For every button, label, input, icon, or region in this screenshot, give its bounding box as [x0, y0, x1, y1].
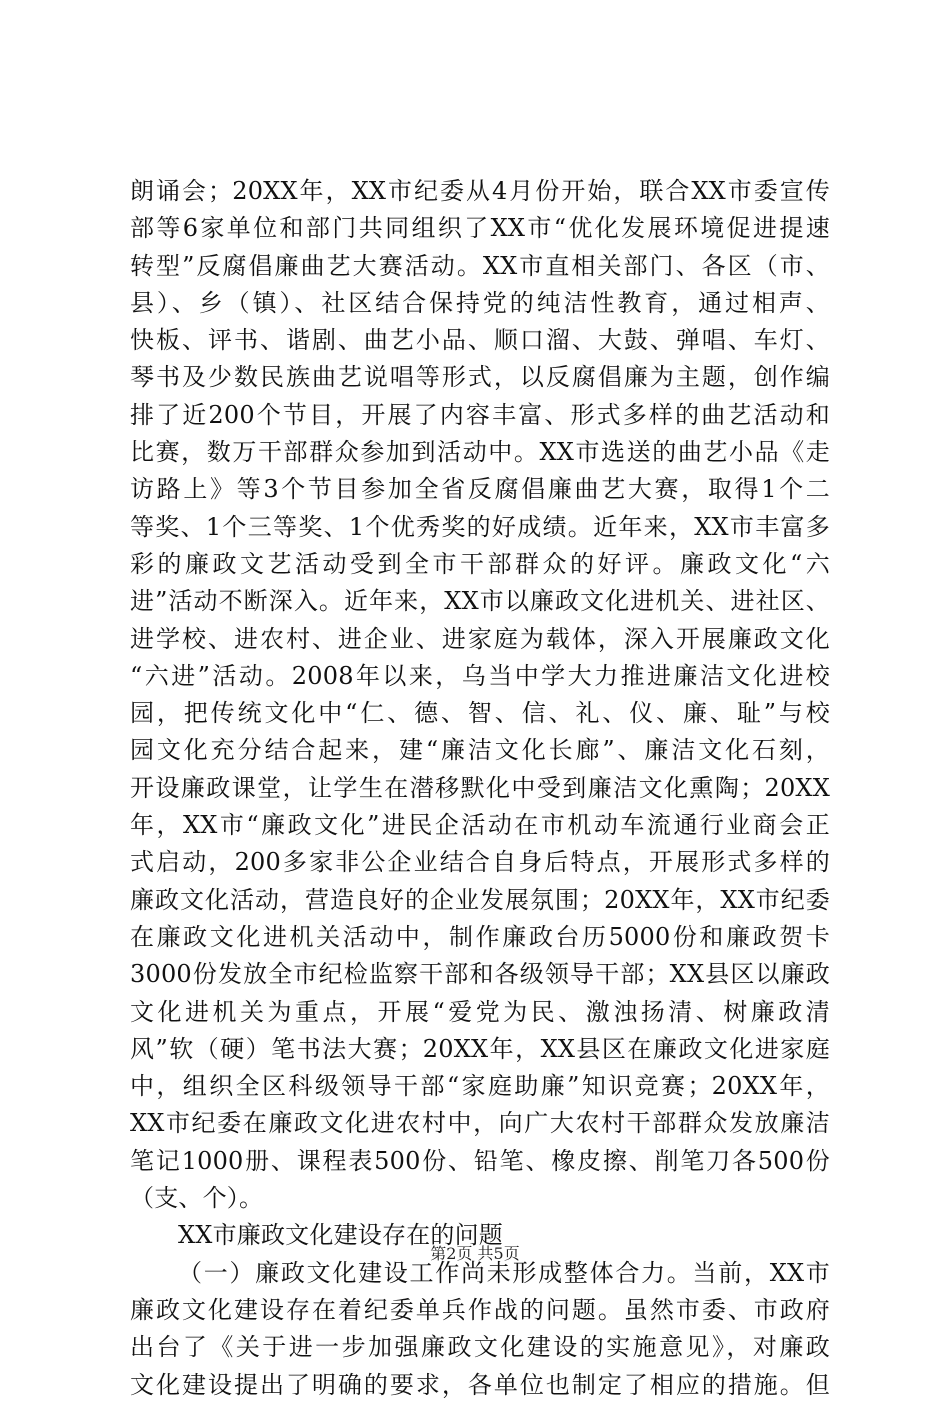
text-line: 比赛，数万干部群众参加到活动中。XX市选送的曲艺小品《走 [130, 438, 830, 467]
text-line: 3000份发放全市纪检监察干部和各级领导干部；XX县区以廉政 [130, 960, 830, 989]
text-line: 园，把传统文化中“仁、德、智、信、礼、仪、廉、耻”与校 [130, 699, 830, 728]
text-line: 排了近200个节目，开展了内容丰富、形式多样的曲艺活动和 [130, 400, 830, 429]
section-text-line: （一）廉政文化建设工作尚未形成整体合力。当前，XX市 [178, 1258, 830, 1287]
text-line: 在廉政文化进机关活动中，制作廉政台历5000份和廉政贺卡 [130, 922, 830, 951]
text-line: 笔记1000册、课程表500份、铅笔、橡皮擦、削笔刀各500份 [130, 1146, 830, 1175]
text-line: 进学校、进农村、进企业、进家庭为载体，深入开展廉政文化 [130, 624, 830, 653]
text-line: 文化进机关为重点，开展“爱党为民、激浊扬清、树廉政清 [130, 997, 830, 1026]
text-line: 进”活动不断深入。近年来，XX市以廉政文化进机关、进社区、 [130, 587, 830, 616]
text-line: 等奖、1个三等奖、1个优秀奖的好成绩。近年来，XX市丰富多 [130, 512, 830, 541]
section-text-line: 文化建设提出了明确的要求，各单位也制定了相应的措施。但 [130, 1370, 830, 1399]
text-line: 县）、乡（镇）、社区结合保持党的纯洁性教育，通过相声、 [130, 288, 830, 317]
section-text-line: 廉政文化建设存在着纪委单兵作战的问题。虽然市委、市政府 [130, 1295, 830, 1324]
text-line: 中，组织全区科级领导干部“家庭助廉”知识竞赛；20XX年， [130, 1072, 830, 1101]
text-line: 园文化充分结合起来，建“廉洁文化长廊”、廉洁文化石刻， [130, 736, 830, 765]
text-line: 开设廉政课堂，让学生在潜移默化中受到廉洁文化熏陶；20XX [130, 773, 830, 802]
text-line: 转型”反腐倡廉曲艺大赛活动。XX市直相关部门、各区（市、 [130, 251, 830, 280]
page-number-footer: 第2页 共5页 [430, 1244, 520, 1263]
text-line: 廉政文化活动，营造良好的企业发展氛围；20XX年，XX市纪委 [130, 885, 830, 914]
body-text [130, 173, 830, 1404]
text-line: 部等6家单位和部门共同组织了XX市“优化发展环境促进提速 [130, 214, 830, 243]
text-line: 式启动，200多家非公企业结合自身后特点，开展形式多样的 [130, 848, 830, 877]
section-text-line: 出台了《关于进一步加强廉政文化建设的实施意见》，对廉政 [130, 1333, 830, 1362]
text-line: 访路上》等3个节目参加全省反腐倡廉曲艺大赛，取得1个二 [130, 475, 830, 504]
section-heading: XX市廉政文化建设存在的问题 [178, 1221, 503, 1250]
text-line: XX市纪委在廉政文化进农村中，向广大农村干部群众发放廉洁 [130, 1109, 830, 1138]
text-line: （支、个）。 [130, 1184, 264, 1213]
text-line: 彩的廉政文艺活动受到全市干部群众的好评。廉政文化“六 [130, 549, 830, 578]
text-line: “六进”活动。2008年以来，乌当中学大力推进廉洁文化进校 [130, 661, 830, 690]
text-line: 琴书及少数民族曲艺说唱等形式，以反腐倡廉为主题，创作编 [130, 363, 830, 392]
text-line: 朗诵会；20XX年，XX市纪委从4月份开始，联合XX市委宣传 [130, 177, 830, 205]
text-line: 风”软（硬）笔书法大赛；20XX年，XX县区在廉政文化进家庭 [130, 1034, 830, 1063]
text-line: 快板、评书、谐剧、曲艺小品、顺口溜、大鼓、弹唱、车灯、 [130, 326, 830, 355]
text-line: 年，XX市“廉政文化”进民企活动在市机动车流通行业商会正 [130, 811, 830, 840]
